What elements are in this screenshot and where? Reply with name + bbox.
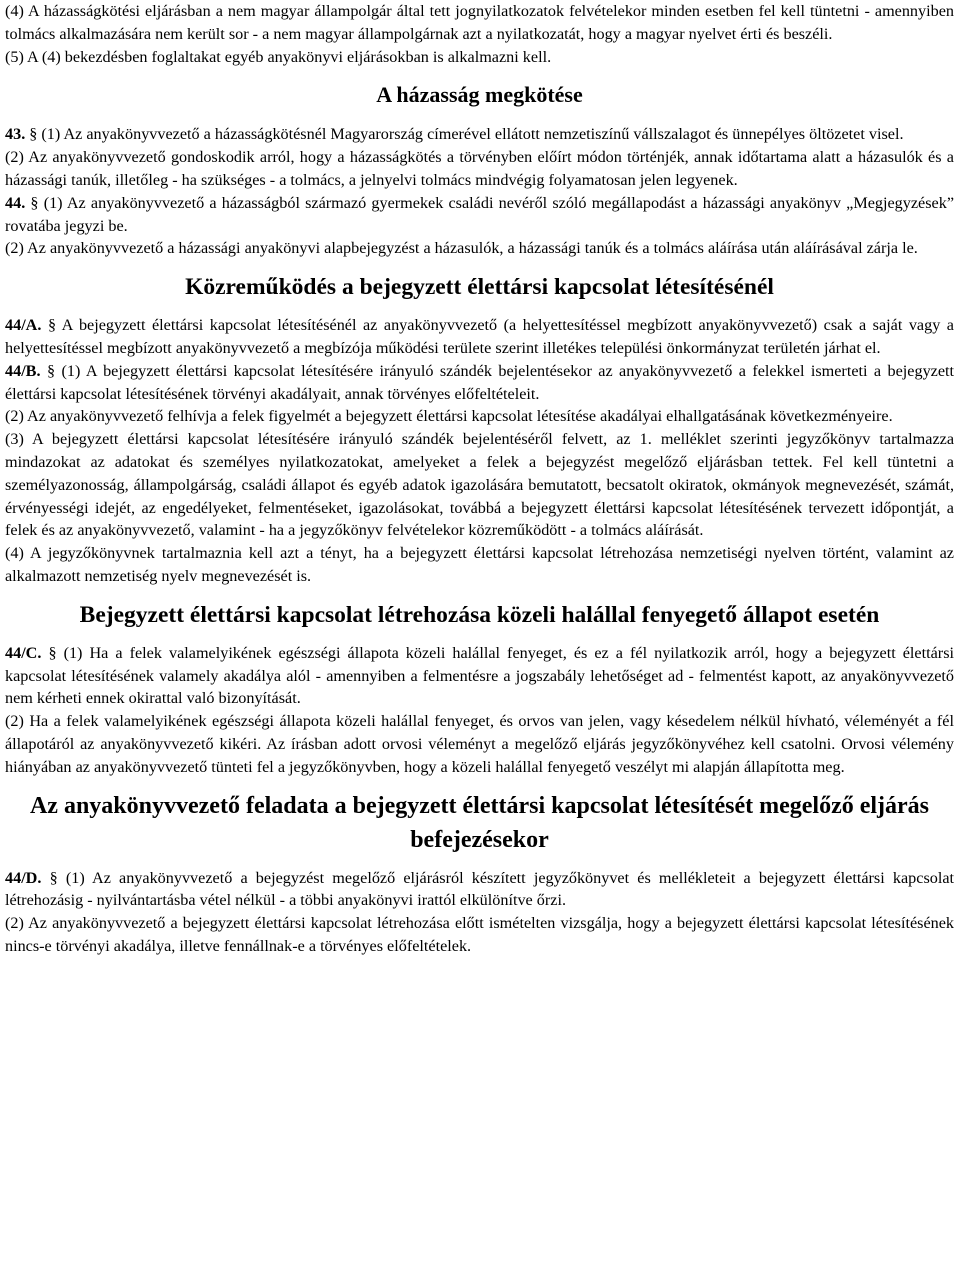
paragraph (5, 405, 954, 428)
paragraph (5, 0, 954, 46)
section-sign: § (48, 643, 57, 662)
paragraph (5, 146, 954, 192)
paragraph-text: (5) A (4) bekezdésben foglaltakat egyéb anyakönyvi eljárásokban is alkalmazni kell. (5, 47, 552, 66)
section-paragraph (5, 360, 954, 406)
paragraph-text: (2) Az anyakönyvvezető a bejegyzett élettársi kapcsolat létrehozása előtt ismételten vizsgálja, hogy a bejegyzett élettársi kapcsolat létesítésének nincs-e törvényi akadálya, illetve fennállnak-e a törvényes előfeltételek. (5, 914, 954, 955)
section-number: 43. (5, 125, 26, 144)
section-heading: A házasság megkötése (376, 82, 583, 108)
section-paragraph (5, 314, 954, 360)
paragraph-text: (2) Ha a felek valamelyikének egészségi állapota közeli halállal fenyeget, és orvos van jelen, vagy késedelem nélkül hívható, véleményét a fél állapotáról az anyakönyvvezető kikéri. Az írásban adott orvosi véleményt a megelőző eljárás jegyzőkönyvéhez kell csatolni. Orvosi vélemény hiányában az anyakönyvvezető tünteti fel a jegyzőkönyvben, hogy a közeli halállal fenyegető veszélyt mi alapján állapította meg. (5, 712, 954, 776)
paragraph (5, 912, 954, 958)
paragraph (5, 237, 954, 260)
section-number: 44/C. (5, 643, 42, 662)
paragraph (5, 428, 954, 542)
section-sign: § (49, 868, 58, 887)
section-number: 44/D. (5, 868, 42, 887)
section-number: 44. (5, 193, 26, 212)
paragraph (5, 710, 954, 778)
paragraph-text: (2) Az anyakönyvvezető gondoskodik arról, hogy a házasságkötés a törvényben előírt módon történjék, annak időtartama alatt a házasulók és a házassági tanúk, illetőleg - ha szükséges - a tolmács, a jelnyelvi tolmács mindvégig folyamatosan jelen legyenek. (5, 148, 954, 189)
section-heading: Közreműködés a bejegyzett élettársi kapcsolat létesítésénél (185, 274, 774, 301)
paragraph-text: (1) Az anyakönyvvezető a házasságkötésnél Magyarország címerével ellátott nemzetiszínű vállszalagot és ünnepélyes öltözetet visel. (41, 125, 904, 144)
section-sign: § (30, 193, 39, 212)
paragraph-text: (1) Az anyakönyvvezető a házasságból származó gyermekek családi nevéről szóló megállapodást a házassági anyakönyv „Megjegyzések” rovatába jegyzi be. (5, 193, 955, 235)
paragraph-text: (4) A házasságkötési eljárásban a nem magyar állampolgár által tett jognyilatkozatok felvételekor minden esetben fel kell tüntetni - amennyiben tolmács alkalmazására nem került sor - a nem magyar állampolgárnak azt a nyilatkozatát, hogy a magyar nyelvet érti és beszéli. (5, 2, 954, 43)
section-heading: Az anyakönyvvezető feladata a bejegyzett élettársi kapcsolat létesítését megelőző eljárás befejezésekor (29, 792, 930, 853)
paragraph-text: (3) A bejegyzett élettársi kapcsolat létesítésére irányuló szándék bejelentéséről felvett, az 1. melléklet szerinti jegyzőkönyv tartalmazza mindazokat az adatokat és személyes nyilatkozatokat, amelyeket a felek a bejegyzést megelőző eljárásban tettek. Fel kell tüntetni a személyazonosság, állampolgárság, családi állapot és egyéb adatok igazolására bemutatott, becsatolt okiratok, okmányok megnevezését, számát, érvényességi idejét, az engedélyeket, felmentéseket, igazolásokat, továbbá a bejegyzett élettársi kapcsolat létesítésének tervezett időpontját, a felek és az anyakönyvvezető, valamint - ha a jegyzőkönyv felvételekor közreműködött - a tolmács aláírását. (5, 430, 954, 540)
paragraph (5, 46, 954, 69)
paragraph-text: (2) Az anyakönyvvezető felhívja a felek figyelmét a bejegyzett élettársi kapcsolat létesítése akadályai elhallgatásának következményeire. (5, 407, 893, 426)
section-number: 44/B. (5, 361, 41, 380)
section-sign: § (47, 316, 57, 335)
section-paragraph (5, 123, 954, 146)
section-sign: § (46, 361, 56, 380)
section-paragraph (5, 642, 954, 710)
paragraph-text: (2) Az anyakönyvvezető a házassági anyakönyvi alapbejegyzést a házasulók, a házassági tanúk és a tolmács aláírása után aláírásával zárja le. (5, 239, 918, 258)
paragraph (5, 542, 954, 588)
paragraph-text: (1) Az anyakönyvvezető a bejegyzést megelőző eljárásról készített jegyzőkönyvet és mellékleteit a bejegyzett élettársi kapcsolat létrehozásig - nyilvántartásba vétel nélkül - a többi anyakönyvi irattól elkülönítve őrzi. (5, 868, 955, 910)
paragraph-text: (1) Ha a felek valamelyikének egészségi állapota közeli halállal fenyeget, és ez a fél nyilatkozik arról, hogy a bejegyzett élettársi kapcsolat létesítésének valamely akadálya alól - amennyiben a felmentésre a jogszabály lehetőséget ad - felmentést kapott, az anyakönyvvezető nem kérheti ennek okirattal való bizonyítását. (5, 643, 954, 708)
paragraph-text: A bejegyzett élettársi kapcsolat létesítésénél az anyakönyvvezető (a helyettesítéssel megbízott anyakönyvvezető) csak a saját vagy a helyettesítéssel megbízott anyakönyvvezető a megbízója működési területe szerint illetékes települési önkormányzat területén járhat el. (5, 316, 954, 357)
section-paragraph (5, 192, 954, 238)
paragraph-text: (1) A bejegyzett élettársi kapcsolat létesítésére irányuló szándék bejelentésekor az anyakönyvvezető a felekkel ismerteti a bejegyzett élettársi kapcsolat létesítésének törvényi akadályait, annak törvényes előfeltételeit. (5, 361, 955, 403)
paragraph-text: (4) A jegyzőkönyvnek tartalmaznia kell azt a tényt, ha a bejegyzett élettársi kapcsolat létrehozása nemzetiségi nyelven történt, valamint az alkalmazott nemzetiség nyelv megnevezését is. (5, 544, 954, 585)
section-number: 44/A. (5, 316, 42, 335)
section-sign: § (29, 125, 38, 144)
section-paragraph (5, 867, 954, 913)
section-heading: Bejegyzett élettársi kapcsolat létrehozása közeli halállal fenyegető állapot esetén (79, 601, 880, 628)
